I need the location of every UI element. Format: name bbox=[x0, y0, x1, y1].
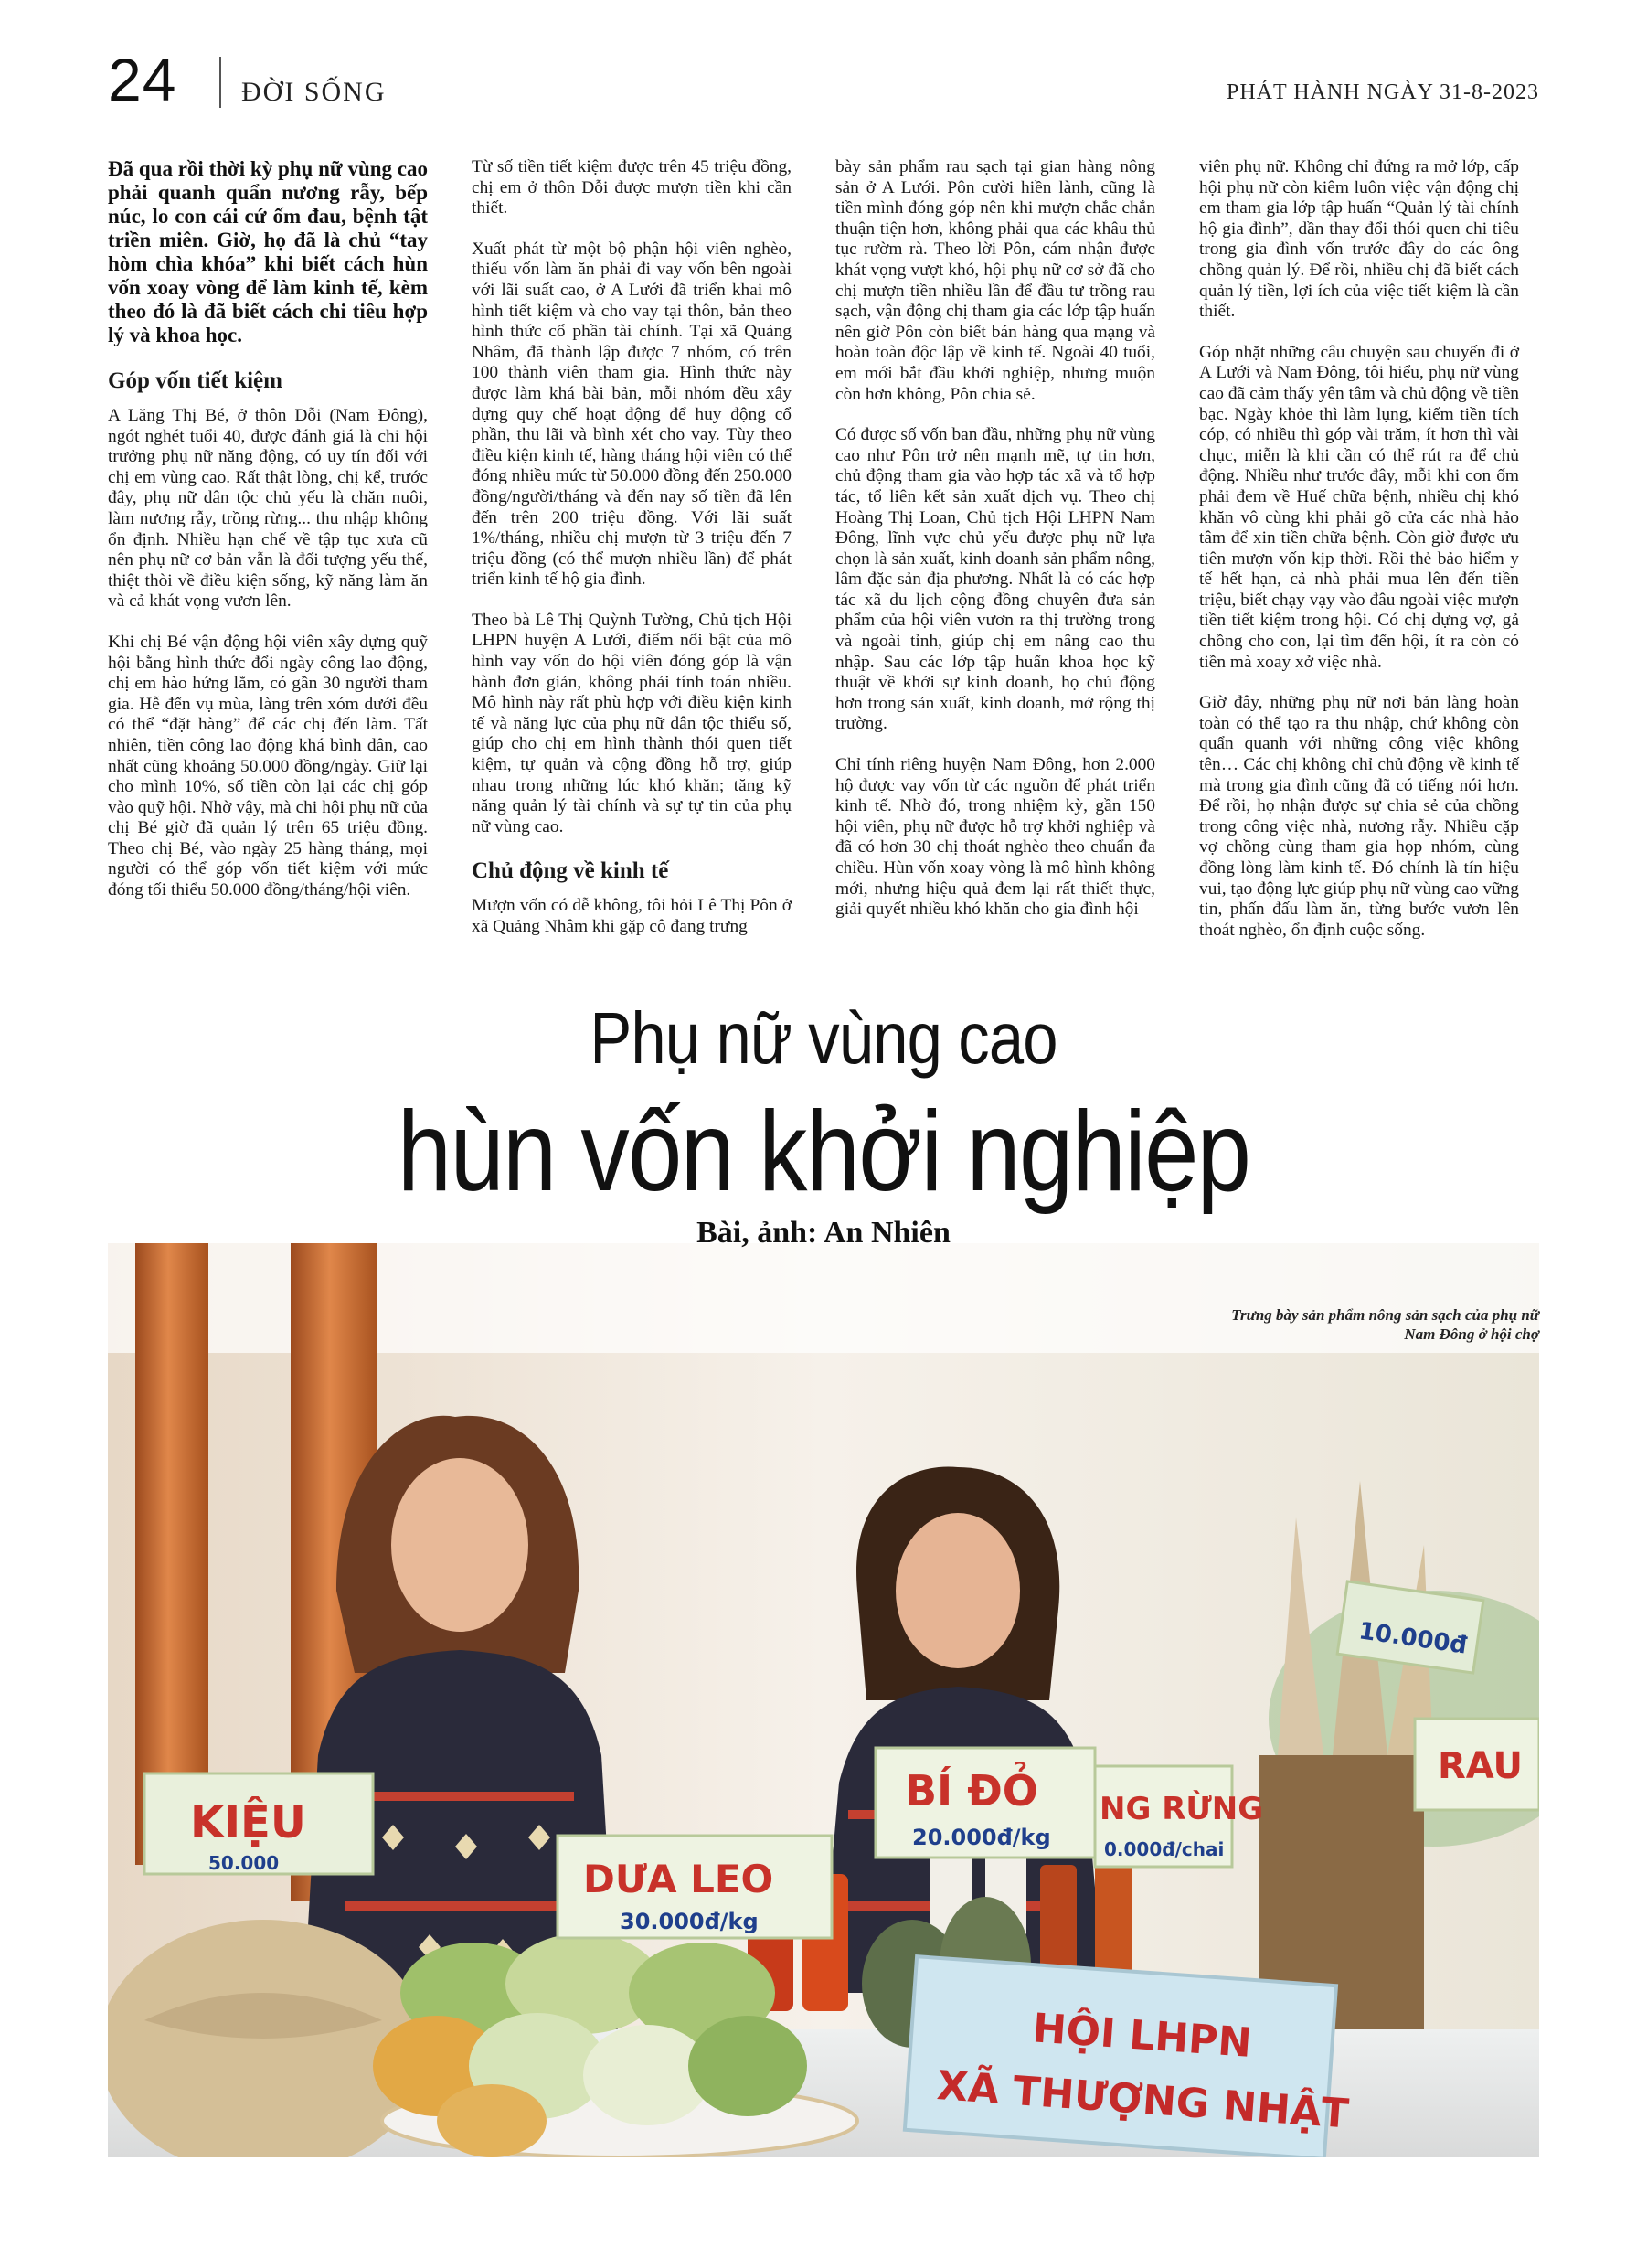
subhead-chu-dong: Chủ động về kinh tế bbox=[472, 858, 669, 884]
photo-illustration bbox=[108, 1243, 1539, 2157]
column-1 bbox=[108, 157, 428, 921]
headline-line-2: hùn vốn khởi nghiệp bbox=[397, 1089, 1250, 1215]
publish-date: PHÁT HÀNH NGÀY 31-8-2023 bbox=[1227, 80, 1539, 104]
paragraph: Xuất phát từ một bộ phận hội viên nghèo, thiếu vốn làm ăn phải đi vay vốn bên ngoài với lãi suất cao, ở A Lưới đã triển khai mô hình tiết kiệm và cho vay tại thôn, bản theo hình thức cổ phần tài chính. Tại xã Quảng Nhâm, đã thành lập được 7 nhóm, có trên 100 thành viên tham gia. Hình thức này được làm khá bài bản, mỗi nhóm đều xây dựng quy chế hoạt động để huy động cổ phần, thu lãi và bình xét cho vay. Tùy theo điều kiện kinh tế, hàng tháng hội viên có thể đóng nhiều mức từ 50.000 đồng đến 250.000 đồng/người/tháng và đến nay số tiền đã lên đến trên 200 triệu đồng. Với lãi suất 1%/tháng, nhiều chị mượn từ 3 triệu đến 7 triệu đồng (có thể mượn nhiều lần) để phát triển kinh tế hộ gia đình. bbox=[472, 239, 792, 590]
sign-bi-do bbox=[876, 1748, 1095, 1858]
sign-bi-do-price: 20.000đ/kg bbox=[912, 1825, 1051, 1850]
column-3 bbox=[835, 157, 1155, 941]
headline-line-1: Phụ nữ vùng cao bbox=[590, 997, 1057, 1079]
sign-mat-ong-text: NG RỪNG bbox=[1100, 1791, 1264, 1827]
paragraph: Mượn vốn có dễ không, tôi hỏi Lê Thị Pôn ở xã Quảng Nhâm khi gặp cô đang trưng bbox=[472, 896, 792, 936]
byline: Bài, ảnh: An Nhiên bbox=[696, 1216, 951, 1250]
paragraph: viên phụ nữ. Không chỉ đứng ra mở lớp, cấp hội phụ nữ còn kiêm luôn việc vận động chị em tham gia lớp tập huấn “Quản lý tài chính hộ gia đình”, dần thay đổi thói quen chi tiêu trong gia đình vốn trước đây do các ông chồng quản lý. Để rồi, nhiều chị đã biết cách quản lý tiền, lợi ích của việc tiết kiệm là cần thiết. bbox=[1199, 157, 1519, 322]
banner-hoi-lhpn bbox=[905, 1956, 1351, 2157]
section-title: ĐỜI SỐNG bbox=[241, 77, 387, 107]
banner-line-1: HỘI LHPN bbox=[1031, 2005, 1254, 2067]
sign-rau-text: RAU bbox=[1438, 1745, 1524, 1787]
subhead-gop-von: Góp vốn tiết kiệm bbox=[108, 368, 282, 393]
article-sapo: Đã qua rồi thời kỳ phụ nữ vùng cao phải quanh quẩn nương rẫy, bếp núc, lo con cái cứ ốm đau, bệnh tật triền miên. Giờ, họ đã là chủ “tay hòm chìa khóa” khi biết cách hùn vốn xoay vòng để làm kinh tế, kèm theo đó là đã biết cách chi tiêu hợp lý và khoa học. bbox=[108, 157, 428, 346]
paragraph: bày sản phẩm rau sạch tại gian hàng nông sản ở A Lưới. Pôn cười hiền lành, cũng là tiền mình đóng góp nên khi mượn chắc chắn thuận tiện hơn, không phải qua các khâu thủ tục rườm rà. Theo lời Pôn, cám nhận được khát vọng vượt khó, hội phụ nữ cơ sở đã cho chị mượn tiền nhiều lần để đầu tư trồng rau sạch, vận động chị tham gia các lớp tập huấn nên giờ Pôn còn biết bán hàng qua mạng và hoàn toàn độc lập về kinh tế. Ngoài 40 tuổi, em mới bắt đầu khởi nghiệp, nhưng muộn còn hơn không, Pôn chia sẻ. bbox=[835, 157, 1155, 404]
paragraph: Giờ đây, những phụ nữ nơi bản làng hoàn toàn có thể tạo ra thu nhập, chứ không còn quẩn quanh với những công việc không tên… Các chị không chỉ chủ động về kinh tế mà trong gia đình cũng đã có tiếng nói hơn. Để rồi, họ nhận được sự chia sẻ của chồng trong công việc nhà, nương rẫy. Nhiều cặp vợ chồng cùng tham gia họp nhóm, cùng đồng lòng làm kinh tế. Đó chính là tín hiệu vui, tạo động lực giúp phụ nữ vùng cao vững tin, phấn đấu làm ăn, từng bước vươn lên thoát nghèo, ổn định cuộc sống. bbox=[1199, 693, 1519, 940]
sign-rau bbox=[1415, 1719, 1539, 1810]
paragraph: Có được số vốn ban đầu, những phụ nữ vùng cao như Pôn trở nên mạnh mẽ, tự tin hơn, chủ động tham gia vào hợp tác xã và tổ hợp tác, tổ liên kết sản xuất dịch vụ. Theo chị Hoàng Thị Loan, Chủ tịch Hội LHPN Nam Đông, lĩnh vực chủ yếu được phụ nữ lựa chọn là sản xuất, kinh doanh sản phẩm nông, lâm đặc sản địa phương. Nhất là có các hợp tác xã du lịch cộng đồng chuyên đưa sản phẩm của hội viên vươn ra thị trường trong và ngoài tỉnh, giúp chị em nâng cao thu nhập. Sau các lớp tập huấn khoa học kỹ thuật về khởi sự kinh doanh, họ chủ động hơn trong sản xuất, kinh doanh, mở rộng thị trường. bbox=[835, 425, 1155, 734]
article-photo bbox=[108, 1243, 1539, 2157]
sign-mat-ong-price: 0.000đ/chai bbox=[1104, 1838, 1225, 1860]
header-divider bbox=[219, 57, 221, 108]
column-2 bbox=[472, 157, 792, 958]
sign-kieu-text: KIỆU bbox=[190, 1797, 306, 1848]
sign-dua-leo-text: DƯA LEO bbox=[583, 1857, 774, 1901]
sign-kieu-price: 50.000 bbox=[208, 1852, 280, 1874]
sign-dua-leo bbox=[558, 1836, 832, 1938]
page-number: 24 bbox=[108, 46, 177, 113]
column-4 bbox=[1199, 157, 1519, 961]
photo-caption: Trưng bày sản phẩm nông sản sạch của phụ nữ Nam Đông ở hội chợ bbox=[1231, 1306, 1539, 1343]
paragraph: A Lăng Thị Bé, ở thôn Dỗi (Nam Đông), ngót nghét tuổi 40, được đánh giá là chi hội trưởng phụ nữ năng động, có uy tín đối với chị em vùng cao. Rất thật lòng, chị kể, trước đây, phụ nữ dân tộc chủ yếu là chăn nuôi, làm nương rẫy, trồng rừng... thu nhập không ổn định. Nhiều hạn chế về tập tục xưa cũ nên phụ nữ cơ bản vẫn là đối tượng yếu thế, thiệt thòi về điều kiện sống, kỹ năng làm ăn và cả khát vọng vươn lên. bbox=[108, 406, 428, 612]
paragraph: Từ số tiền tiết kiệm được trên 45 triệu đồng, chị em ở thôn Dỗi được mượn tiền khi cần thiết. bbox=[472, 157, 792, 218]
paragraph: Góp nhặt những câu chuyện sau chuyến đi ở A Lưới và Nam Đông, tôi hiểu, phụ nữ vùng cao đã cảm thấy yên tâm và chủ động về tiền bạc. Ngày khỏe thì làm lụng, kiếm tiền tích cóp, có nhiều thì góp vài trăm, ít hơn thì vài chục, miễn là khi cần có thể rút ra để chủ động. Nhiều như trước đây, mỗi khi con ốm phải đem về Huế chữa bệnh, nhiều chị khó khăn vô cùng khi phải gõ cửa các nhà hảo tâm để xin tiền chữa bệnh. Còn giờ được ưu tiên mượn vốn kịp thời. Rồi thẻ bảo hiểm y tế hết hạn, cả nhà phải mua lên đến tiền triệu, biết chạy vạy vào đâu ngoài việc mượn tiền tiết kiệm trong hội. Có chị dựng vợ, gả chồng cho con, lại tìm đến hội, ít ra còn có tiền mà xoay xở việc nhà. bbox=[1199, 342, 1519, 672]
sign-bi-do-text: BÍ ĐỎ bbox=[905, 1766, 1038, 1815]
banner-line-2: XÃ THƯỢNG NHẬT bbox=[935, 2062, 1351, 2138]
paragraph: Khi chị Bé vận động hội viên xây dựng quỹ hội bằng hình thức đổi ngày công lao động, chị em hào hứng lắm, có gần 30 người tham gia. Hễ đến vụ mùa, làng trên xóm dưới đều có thể “đặt hàng” để các chị đến làm. Tất nhiên, tiền công lao động khá bình dân, cao nhất cũng khoảng 50.000 đồng/ngày. Giữ lại cho mình 10%, số tiền còn lại các chị góp vào quỹ hội. Nhờ vậy, mà chi hội phụ nữ của chị Bé giờ đã quản lý trên 65 triệu đồng. Theo chị Bé, vào ngày 25 hàng tháng, mọi người có thể góp vốn tiết kiệm với mức đóng tối thiểu 50.000 đồng/tháng/hội viên. bbox=[108, 632, 428, 900]
paragraph: Chỉ tính riêng huyện Nam Đông, hơn 2.000 hộ được vay vốn từ các nguồn để phát triển kinh tế. Nhờ đó, trong nhiệm kỳ, gần 150 hội viên, phụ nữ được hỗ trợ khởi nghiệp và đã có hơn 30 chị thoát nghèo theo chuẩn đa chiều. Hùn vốn xoay vòng là mô hình không mới, nhưng hiệu quả đem lại rất thiết thực, giải quyết nhiều khó khăn cho gia đình hội bbox=[835, 755, 1155, 920]
pillar bbox=[135, 1243, 208, 1865]
sign-dua-leo-price: 30.000đ/kg bbox=[620, 1909, 759, 1934]
paragraph: Theo bà Lê Thị Quỳnh Tường, Chủ tịch Hội LHPN huyện A Lưới, điểm nổi bật của mô hình vay vốn do hội viên đóng góp là vận hành đơn giản, không phải tính toán nhiều. Mô hình này rất phù hợp với điều kiện kinh tế và năng lực của phụ nữ dân tộc thiểu số, giúp cho chị em hình thành thói quen tiết kiệm, tự quản và cộng đồng hỗ trợ, giúp nhau trong những lúc khó khăn; tăng kỹ năng quản lý tài chính và sự tự tin của phụ nữ vùng cao. bbox=[472, 610, 792, 836]
sign-sam-price: 10.000đ bbox=[1356, 1617, 1469, 1660]
sign-kieu bbox=[144, 1773, 373, 1874]
